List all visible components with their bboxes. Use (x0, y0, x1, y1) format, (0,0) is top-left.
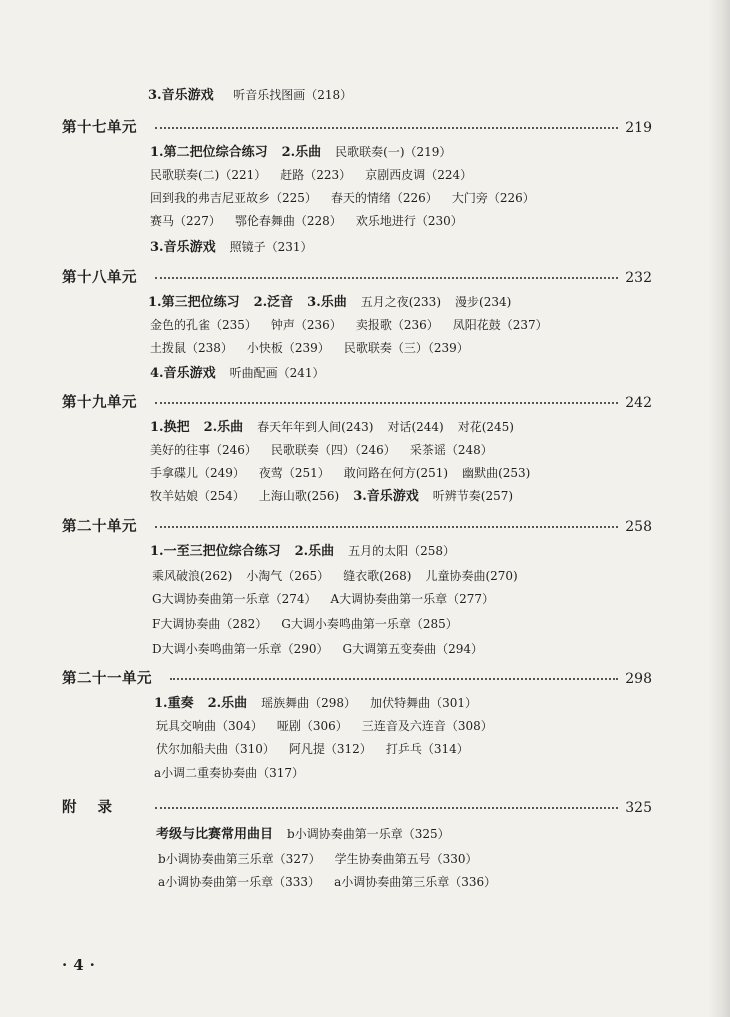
leader-dots (155, 127, 618, 129)
toc-entry-line (156, 740, 469, 758)
entry-label: 3.音乐游戏 (150, 240, 216, 255)
toc-entry-line (150, 441, 493, 459)
toc-entry-line (150, 316, 548, 334)
leader-dots (155, 402, 618, 404)
entry-item: 幽默曲(253) (462, 466, 531, 480)
unit-page-number: 219 (619, 118, 652, 138)
unit-title: 第二十一单元 (62, 669, 156, 689)
entry-item: 对话(244) (387, 420, 444, 434)
entry-item: a小调二重奏协奏曲（317） (154, 766, 305, 780)
entry-label: 2.乐曲 (207, 696, 248, 711)
unit-heading (0, 798, 730, 820)
entry-item: 小淘气（265） (246, 569, 330, 583)
entry-item: 春天年年到人间(243) (257, 420, 374, 434)
entry-label: 4.音乐游戏 (150, 366, 216, 381)
entry-item: G大调小奏鸣曲第一乐章（285） (281, 617, 458, 631)
toc-entry-line (150, 542, 455, 561)
toc-entry-line (150, 364, 324, 383)
entry-item: 阿凡提（312） (288, 742, 372, 756)
leader-dots (155, 277, 618, 279)
entry-item: b小调协奏曲第一乐章（325） (287, 827, 450, 841)
toc-entry-line (150, 418, 514, 437)
entry-item: 学生协奏曲第五号（330） (334, 852, 478, 866)
toc-entry-line (150, 143, 451, 162)
entry-label: 1.一至三把位综合练习 (150, 544, 281, 559)
entry-item: 回到我的弗吉尼亚故乡（225） (150, 191, 317, 205)
entry-item: 敢问路在何方(251) (343, 466, 449, 480)
entry-label: 1.第二把位综合练习 (150, 145, 268, 160)
leader-dots (170, 678, 618, 680)
entry-item: 伏尔加船夫曲（310） (156, 742, 275, 756)
entry-item: 民歌联奏(二)（221） (150, 168, 267, 182)
entry-item: 儿童协奏曲(270) (425, 569, 518, 583)
toc-entry-line (150, 487, 513, 506)
entry-text: 听音乐找图画（218） (233, 88, 353, 102)
toc-entry-line (150, 339, 469, 357)
entry-item: D大调小奏鸣曲第一乐章（290） (152, 642, 329, 656)
entry-item: 民歌联奏(一)（219） (335, 145, 452, 159)
entry-item: 美好的往事（246） (150, 443, 257, 457)
toc-entry-line (158, 850, 478, 868)
entry-item: 五月的太阳（258） (348, 544, 456, 558)
toc-entry-line (152, 640, 483, 658)
unit-heading (0, 669, 730, 691)
entry-item: 缝衣歌(268) (343, 569, 412, 583)
entry-item: 对花(245) (457, 420, 514, 434)
entry-item: 玩具交响曲（304） (156, 719, 263, 733)
toc-entry-line (150, 238, 312, 257)
entry-item: 乘风破浪(262) (152, 569, 233, 583)
page-edge-shadow (708, 0, 730, 1017)
entry-item: 春天的情绪（226） (330, 191, 438, 205)
toc-entry-line (148, 293, 511, 312)
entry-item: 五月之夜(233) (360, 295, 442, 309)
unit-title: 第十七单元 (62, 118, 141, 138)
toc-entry-line (150, 166, 472, 184)
toc-entry-line (148, 86, 352, 105)
entry-label: 2.乐曲 (281, 145, 322, 160)
leader-dots (155, 807, 618, 809)
unit-heading (0, 393, 730, 415)
toc-entry-line (158, 873, 496, 891)
entry-item: 手拿碟儿（249） (150, 466, 245, 480)
entry-label: 3.音乐游戏 (148, 88, 214, 103)
entry-item: A大调协奏曲第一乐章（277） (330, 592, 495, 606)
entry-item: 听曲配画（241） (229, 366, 325, 380)
entry-item: 牧羊姑娘（254） (150, 489, 245, 503)
entry-label: 1.第三把位练习 (148, 295, 240, 310)
toc-entry-line (150, 189, 535, 207)
unit-title: 第二十单元 (62, 517, 141, 537)
page-number: ·4· (62, 956, 101, 974)
unit-heading (0, 268, 730, 290)
toc-entry-line (152, 567, 518, 585)
toc-entry-line (152, 615, 458, 633)
entry-item: 照镜子（231） (229, 240, 313, 254)
entry-item: 哑剧（306） (276, 719, 348, 733)
entry-item: G大调协奏曲第一乐章（274） (152, 592, 317, 606)
unit-page-number: 232 (619, 268, 652, 288)
entry-item: 土拨鼠（238） (150, 341, 233, 355)
entry-item: 鄂伦春舞曲（228） (234, 214, 342, 228)
entry-item: F大调协奏曲（282） (152, 617, 268, 631)
toc-entry-line (152, 590, 494, 608)
entry-item: 打乒乓（314） (385, 742, 469, 756)
unit-heading (0, 118, 730, 140)
entry-item: 漫步(234) (455, 295, 512, 309)
entry-item: 赶路（223） (280, 168, 352, 182)
entry-item: 民歌联奏（三）（239） (343, 341, 469, 355)
entry-item: 民歌联奏（四）（246） (270, 443, 396, 457)
toc-entry-line (150, 212, 463, 230)
entry-item: 卖报歌（236） (355, 318, 439, 332)
unit-title: 第十八单元 (62, 268, 141, 288)
entry-item: 瑶族舞曲（298） (261, 696, 357, 710)
unit-page-number: 325 (619, 798, 652, 818)
unit-page-number: 242 (619, 393, 652, 413)
entry-label: 2.乐曲 (203, 420, 244, 435)
entry-item: 上海山歌(256) (258, 489, 340, 503)
unit-page-number: 258 (619, 517, 652, 537)
entry-item: 钟声（236） (270, 318, 342, 332)
toc-entry-line (154, 764, 304, 782)
entry-label: 2.泛音 (253, 295, 294, 310)
unit-title: 附 录 (62, 798, 124, 818)
leader-dots (155, 526, 618, 528)
entry-label: 1.换把 (150, 420, 190, 435)
entry-item: 夜莺（251） (258, 466, 330, 480)
entry-item: 凤阳花鼓（237） (452, 318, 548, 332)
entry-item: 采茶谣（248） (409, 443, 493, 457)
entry-item: 小快板（239） (246, 341, 330, 355)
entry-item: 京剧西皮调（224） (365, 168, 473, 182)
entry-item: 赛马（227） (150, 214, 221, 228)
entry-item: 三连音及六连音（308） (361, 719, 493, 733)
entry-item: 金色的孔雀（235） (150, 318, 257, 332)
entry-item: 听辨节奏(257) (432, 489, 514, 503)
toc-entry-line (156, 825, 450, 844)
entry-item: a小调协奏曲第三乐章（336） (334, 875, 497, 889)
toc-entry-line (150, 464, 530, 482)
toc-entry-line (156, 717, 493, 735)
entry-label: 3.乐曲 (307, 295, 347, 310)
unit-title: 第十九单元 (62, 393, 141, 413)
entry-label: 2.乐曲 (294, 544, 335, 559)
unit-page-number: 298 (619, 669, 652, 689)
entry-item: 欢乐地进行（230） (355, 214, 463, 228)
entry-item: 大门旁（226） (451, 191, 535, 205)
entry-label: 考级与比赛常用曲目 (156, 827, 274, 842)
entry-item: b小调协奏曲第三乐章（327） (158, 852, 321, 866)
toc-entry-line (154, 694, 477, 713)
entry-item: G大调第五变奏曲（294） (342, 642, 484, 656)
unit-heading (0, 517, 730, 539)
entry-item: a小调协奏曲第一乐章（333） (158, 875, 321, 889)
entry-label: 3.音乐游戏 (353, 489, 419, 504)
entry-label: 1.重奏 (154, 696, 194, 711)
entry-item: 加伏特舞曲（301） (370, 696, 477, 710)
